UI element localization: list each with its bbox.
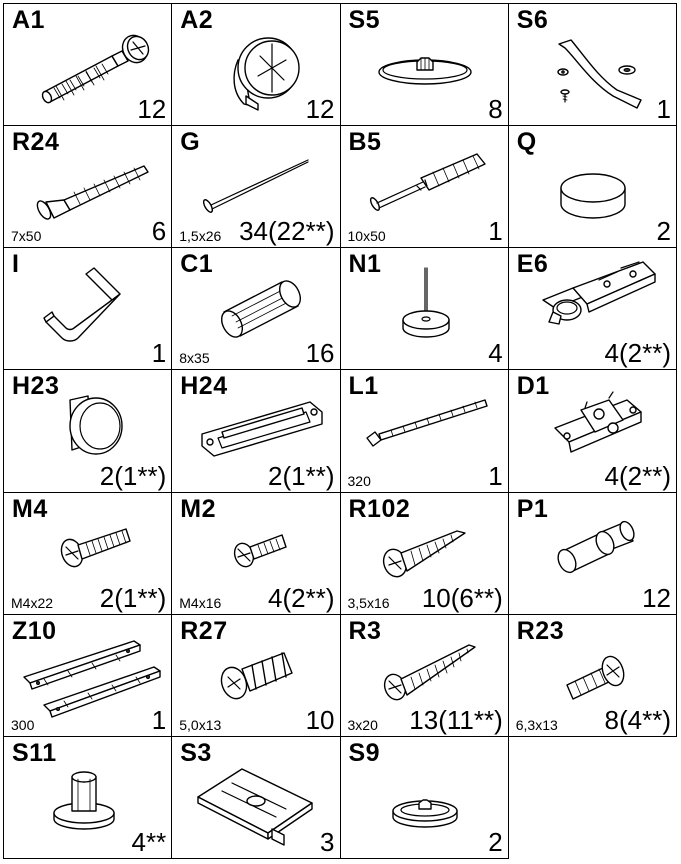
part-code: A1: [12, 6, 45, 34]
part-code: I: [12, 250, 20, 279]
part-quantity: 2: [656, 216, 671, 247]
part-cell-r23: [509, 615, 677, 737]
part-quantity: 4: [488, 338, 503, 369]
part-quantity: 10(6**): [421, 582, 503, 613]
parts-grid: [3, 3, 677, 859]
part-quantity: 6: [151, 216, 167, 247]
part-cell-d1: [509, 370, 677, 492]
part-cell-r3: [341, 615, 509, 737]
part-code: R23: [516, 616, 565, 645]
part-cell-b5: [341, 126, 509, 248]
part-quantity: 1: [488, 460, 503, 491]
part-code: A2: [180, 6, 214, 34]
part-code: H24: [180, 372, 228, 401]
part-cell-r102: [341, 493, 509, 615]
part-cell-m4: [4, 493, 172, 615]
empty-cell: [509, 737, 677, 859]
part-code: H23: [12, 372, 60, 401]
part-quantity: 2(1**): [99, 582, 167, 613]
part-quantity: 10: [305, 704, 335, 735]
part-code: R27: [180, 616, 228, 645]
part-quantity: 1: [656, 94, 671, 125]
part-quantity: 8: [488, 94, 503, 125]
part-code: Q: [516, 128, 537, 157]
part-cell-l1: [341, 370, 509, 492]
part-cell-e6: [509, 248, 677, 370]
part-cell-q: [509, 126, 677, 248]
part-code: E6: [516, 250, 549, 279]
part-size: 5,0x13: [179, 716, 222, 733]
part-cell-r24: [4, 126, 172, 248]
part-quantity: 2: [488, 827, 503, 857]
part-cell-g: [172, 126, 340, 248]
part-cell-a1: [4, 4, 172, 126]
part-code: L1: [348, 372, 379, 401]
part-size: 1,5x26: [179, 228, 222, 245]
part-size: 320: [347, 472, 371, 489]
part-quantity: 12: [642, 582, 671, 613]
part-size: 3x20: [347, 716, 378, 733]
part-quantity: 12: [305, 94, 335, 125]
part-quantity: 8(4**): [604, 704, 671, 735]
part-code: S5: [348, 6, 381, 34]
part-cell-i: [4, 248, 172, 370]
part-quantity: 12: [137, 94, 167, 125]
part-cell-s6: [509, 4, 677, 126]
part-code: S6: [516, 6, 549, 34]
part-quantity: 34(22**): [239, 216, 335, 247]
part-code: B5: [348, 128, 382, 157]
part-code: R24: [12, 128, 60, 157]
part-code: N1: [348, 250, 382, 279]
part-code: M2: [180, 494, 216, 523]
part-code: M4: [12, 494, 48, 523]
part-code: R3: [348, 616, 382, 645]
part-cell-h24: [172, 370, 340, 492]
part-cell-r27: [172, 615, 340, 737]
part-code: S3: [180, 738, 212, 767]
part-size: 300: [11, 716, 35, 733]
part-size: M4x22: [11, 594, 54, 611]
part-quantity: 2(1**): [268, 460, 335, 491]
part-size: M4x16: [179, 594, 222, 611]
part-cell-s5: [341, 4, 509, 126]
part-cell-s3: [172, 737, 340, 859]
part-quantity: 1: [488, 216, 503, 247]
part-cell-m2: [172, 493, 340, 615]
part-quantity: 2(1**): [99, 460, 167, 491]
part-quantity: 4(2**): [268, 582, 335, 613]
hex-key-icon: [4, 248, 172, 370]
part-quantity: 4**: [131, 827, 167, 857]
part-quantity: 16: [305, 338, 335, 369]
part-code: Z10: [12, 616, 57, 645]
part-cell-a2: [172, 4, 340, 126]
part-code: S11: [12, 738, 57, 767]
part-code: G: [180, 128, 201, 157]
part-size: 7x50: [11, 228, 42, 245]
part-quantity: 1: [151, 338, 167, 369]
part-size: 8x35: [179, 350, 210, 367]
part-cell-s11: [4, 737, 172, 859]
part-quantity: 4(2**): [604, 460, 671, 491]
part-code: P1: [516, 494, 549, 523]
part-cell-s9: [341, 737, 509, 859]
part-code: C1: [180, 250, 214, 279]
part-size: 3,5x16: [347, 594, 390, 611]
part-quantity: 1: [151, 704, 167, 735]
part-cell-n1: [341, 248, 509, 370]
part-quantity: 4(2**): [604, 338, 671, 369]
part-code: R102: [348, 494, 411, 523]
part-size: 10x50: [347, 228, 386, 245]
part-cell-h23: [4, 370, 172, 492]
part-quantity: 13(11**): [409, 704, 503, 735]
part-size: 6,3x13: [515, 716, 558, 733]
part-quantity: 3: [320, 827, 335, 857]
part-cell-p1: [509, 493, 677, 615]
part-code: D1: [516, 372, 550, 401]
part-cell-c1: [172, 248, 340, 370]
part-cell-z10: [4, 615, 172, 737]
part-code: S9: [348, 738, 381, 767]
